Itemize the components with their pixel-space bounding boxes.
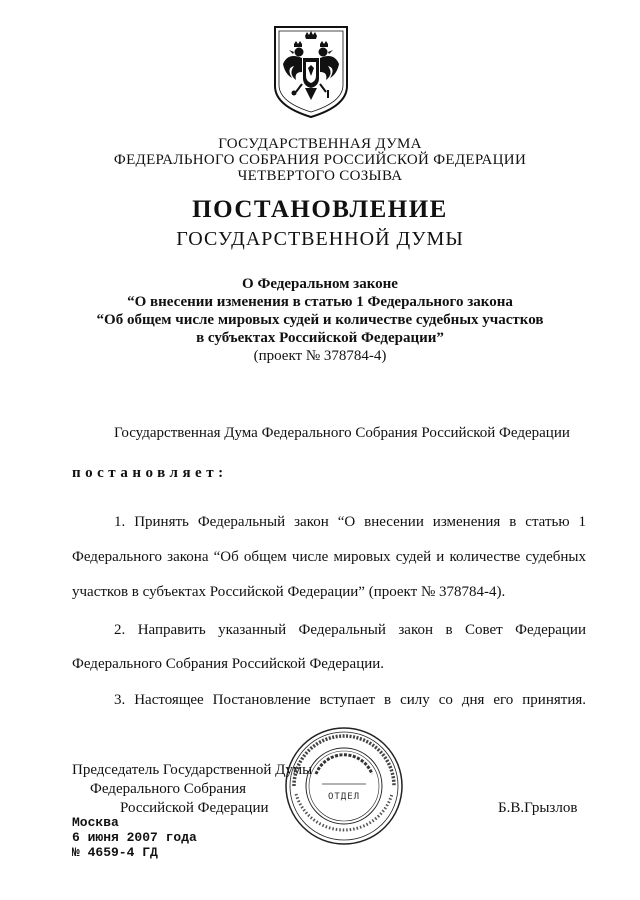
footer-date: 6 июня 2007 года [72, 830, 197, 845]
document-title: ПОСТАНОВЛЕНИЕ [192, 196, 448, 223]
subject-line-1: О Федеральном законе [242, 276, 398, 292]
signer-name: Б.В.Грызлов [498, 800, 578, 816]
subject-line-2: “О внесении изменения в статью 1 Федерального закона [127, 294, 513, 310]
footer-number: № 4659-4 ГД [72, 845, 158, 860]
header-line-2: ФЕДЕРАЛЬНОГО СОБРАНИЯ РОССИЙСКОЙ ФЕДЕРАЦИИ [113, 152, 527, 168]
double-headed-eagle-icon [272, 24, 350, 120]
body-intro: Государственная Дума Федерального Собрания Российской Федерации [114, 425, 570, 441]
seal-department-label: ОТДЕЛ [327, 792, 361, 802]
header-line-1: ГОСУДАРСТВЕННАЯ ДУМА [218, 136, 422, 152]
signatory-title-line-2: Федерального Собрания [90, 781, 247, 797]
project-number: (проект № 378784-4) [253, 348, 387, 364]
footer-city: Москва [72, 815, 119, 830]
signatory-title-line-1: Председатель Государственной Думы [72, 762, 313, 778]
document-subtitle: ГОСУДАРСТВЕННОЙ ДУМЫ [176, 228, 464, 250]
header-line-3: ЧЕТВЕРТОГО СОЗЫВА [237, 168, 403, 184]
coat-of-arms-emblem [272, 24, 350, 120]
round-seal-icon [282, 724, 406, 848]
paragraph-1-line-2: Федерального закона “Об общем числе мировых судей и количестве судебных [72, 549, 586, 565]
subject-line-3: “Об общем числе мировых судей и количестве судебных участков [96, 312, 544, 328]
decree-word: постановляет: [72, 465, 228, 481]
paragraph-3-line-1: 3. Настоящее Постановление вступает в силу со дня его принятия. [114, 692, 586, 708]
paragraph-1-line-1: 1. Принять Федеральный закон “О внесении изменения в статью 1 [114, 514, 586, 530]
paragraph-2-line-1: 2. Направить указанный Федеральный закон в Совет Федерации [114, 622, 586, 638]
paragraph-1-line-3: участков в субъектах Российской Федерации” (проект № 378784-4). [72, 584, 506, 600]
subject-line-4: в субъектах Российской Федерации” [196, 330, 444, 346]
paragraph-2-line-2: Федерального Собрания Российской Федерации. [72, 656, 385, 672]
protocol-stamp [282, 724, 406, 848]
signatory-title-line-3: Российской Федерации [120, 800, 269, 816]
